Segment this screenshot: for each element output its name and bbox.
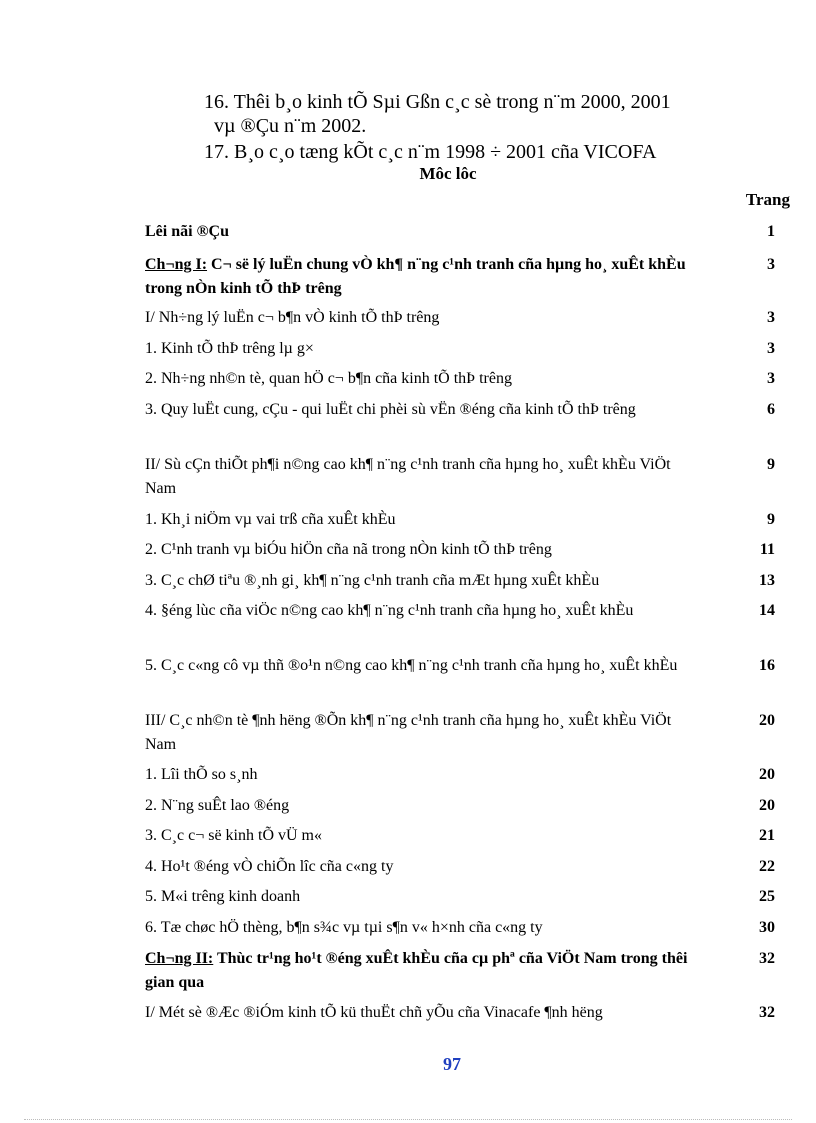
toc-entry: 1. Kinh tÕ thÞ trêng lµ g× 3 bbox=[145, 340, 775, 357]
toc-entry: 3. C¸c chØ tiªu ®¸nh gi¸ kh¶ n¨ng c¹nh tranh cña mÆt hµng xuÊt khÈu 13 bbox=[145, 572, 775, 589]
toc-entry: III/ C¸c nh©n tè ¶nh hëng ®Õn kh¶ n¨ng c¹nh tranh cña hµng ho¸ xuÊt khÈu ViÖt Nam 20 bbox=[145, 712, 775, 753]
toc-entry: 3. C¸c c¬ së kinh tÕ vÜ m« 21 bbox=[145, 827, 775, 844]
toc-entry: 2. N¨ng suÊt lao ®éng 20 bbox=[145, 797, 775, 814]
toc-entry: 5. C¸c c«ng cô vµ thñ ®o¹n n©ng cao kh¶ n¨ng c¹nh tranh cña hµng ho¸ xuÊt khÈu 16 bbox=[145, 657, 775, 674]
toc-chapter-1: Ch¬ng I: C¬ së lý luËn chung vÒ kh¶ n¨ng c¹nh tranh cña hµng ho¸ xuÊt khÈu trong nÒn kinh tÕ thÞ trêng 3 bbox=[145, 256, 775, 297]
page-column-header: Trang bbox=[745, 190, 790, 209]
toc-entry: 1. Kh¸i niÖm vµ vai trß cña xuÊt khÈu 9 bbox=[145, 511, 775, 528]
toc-entry: 2. Nh÷ng nh©n tè, quan hÖ c¬ b¶n cña kinh tÕ thÞ trêng 3 bbox=[145, 370, 775, 387]
toc-entry: II/ Sù cÇn thiÕt ph¶i n©ng cao kh¶ n¨ng c¹nh tranh cña hµng ho¸ xuÊt khÈu ViÖt Nam 9 bbox=[145, 456, 775, 497]
toc-entry: I/ Nh÷ng lý luËn c¬ b¶n vÒ kinh tÕ thÞ trêng 3 bbox=[145, 309, 775, 326]
chapter-label: Ch¬ng I: bbox=[145, 256, 208, 273]
toc-title: Môc lôc bbox=[419, 164, 477, 183]
toc-entry: 1. Lîi thÕ so s¸nh 20 bbox=[145, 766, 775, 783]
page-number: 97 bbox=[443, 1054, 461, 1074]
toc-entry: 2. C¹nh tranh vµ biÓu hiÖn cña nã trong nÒn kinh tÕ thÞ trêng 11 bbox=[145, 541, 775, 558]
toc-entry: 4. §éng lùc cña viÖc n©ng cao kh¶ n¨ng c¹nh tranh cña hµng ho¸ xuÊt khÈu 14 bbox=[145, 602, 775, 619]
toc-chapter-2: Ch¬ng II: Thùc tr¹ng ho¹t ®éng xuÊt khÈu cña cµ phª cña ViÖt Nam trong thêi gian qua 32 bbox=[145, 950, 775, 991]
chapter-label: Ch¬ng II: bbox=[145, 950, 214, 967]
toc-entry: 3. Quy luËt cung, cÇu - qui luËt chi phèi sù vËn ®éng cña kinh tÕ thÞ trêng 6 bbox=[145, 401, 775, 418]
reference-item-16-continued: vµ ®Çu n¨m 2002. bbox=[214, 115, 367, 137]
toc-entry: 5. M«i trêng kinh doanh 25 bbox=[145, 888, 775, 905]
toc-entry: 6. Tæ chøc hÖ thèng, b¶n s¾c vµ tµi s¶n v« h×nh cña c«ng ty 30 bbox=[145, 919, 775, 936]
toc-entry: Lêi nãi ®Çu 1 bbox=[145, 223, 775, 240]
toc-entry: 4. Ho¹t ®éng vÒ chiÕn lîc cña c«ng ty 22 bbox=[145, 858, 775, 875]
toc-entry: I/ Mét sè ®Æc ®iÓm kinh tÕ kü thuËt chñ yÕu cña Vinacafe ¶nh hëng 32 bbox=[145, 1004, 775, 1021]
page-bottom-divider bbox=[24, 1119, 792, 1120]
reference-item-16: 16. Thêi b¸o kinh tÕ Sµi Gßn c¸c sè trong n¨m 2000, 2001 bbox=[204, 91, 671, 113]
reference-item-17: 17. B¸o c¸o tæng kÕt c¸c n¨m 1998 ÷ 2001 cña VICOFA bbox=[204, 141, 657, 163]
